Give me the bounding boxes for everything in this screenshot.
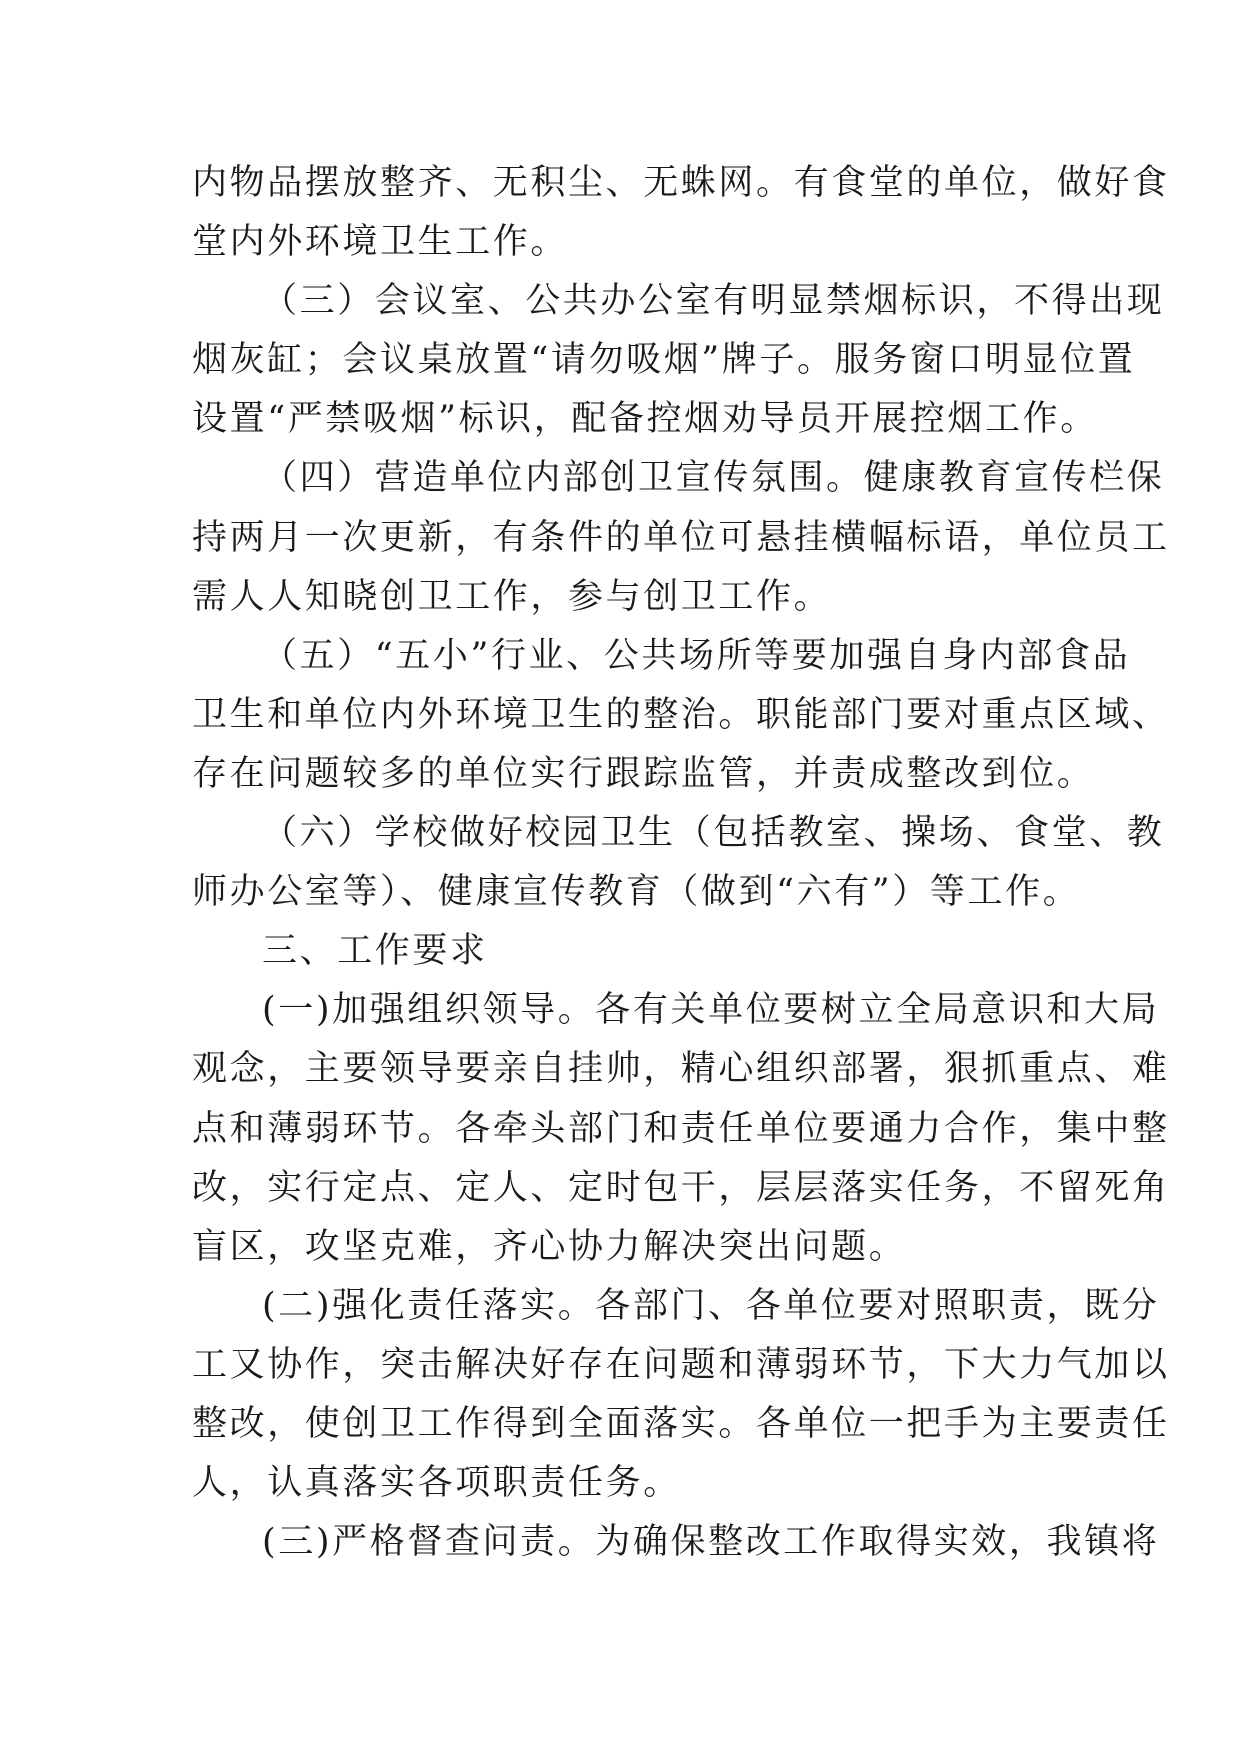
text-line: 存在问题较多的单位实行跟踪监管，并责成整改到位。 xyxy=(192,753,1095,794)
text-line: (一)加强组织领导。各有关单位要树立全局意识和大局 xyxy=(262,990,1160,1031)
text-line: 三、工作要求 xyxy=(262,931,488,972)
document-body xyxy=(192,154,1170,1572)
text-line: （四）营造单位内部创卫宣传氛围。健康教育宣传栏保 xyxy=(262,458,1165,499)
text-line: (二)强化责任落实。各部门、各单位要对照职责，既分 xyxy=(262,1285,1160,1326)
text-line: 工又协作，突击解决好存在问题和薄弱环节，下大力气加以 xyxy=(192,1344,1170,1385)
text-line: （五）“五小”行业、公共场所等要加强自身内部食品 xyxy=(262,635,1131,676)
text-line: 观念，主要领导要亲自挂帅，精心组织部署，狠抓重点、难 xyxy=(192,1049,1170,1090)
text-line: 烟灰缸；会议桌放置“请勿吸烟”牌子。服务窗口明显位置 xyxy=(192,340,1136,381)
text-line: （六）学校做好校园卫生（包括教室、操场、食堂、教 xyxy=(262,813,1165,854)
text-line: 需人人知晓创卫工作，参与创卫工作。 xyxy=(192,576,832,617)
text-line: 师办公室等）、健康宣传教育（做到“六有”）等工作。 xyxy=(192,872,1081,913)
text-line: (三)严格督查问责。为确保整改工作取得实效，我镇将 xyxy=(262,1522,1160,1563)
text-line: 盲区，攻坚克难，齐心协力解决突出问题。 xyxy=(192,1226,907,1267)
text-line: 点和薄弱环节。各牵头部门和责任单位要通力合作，集中整 xyxy=(192,1108,1170,1149)
text-line: 持两月一次更新，有条件的单位可悬挂横幅标语，单位员工 xyxy=(192,517,1170,558)
text-line: （三）会议室、公共办公室有明显禁烟标识，不得出现 xyxy=(262,281,1165,322)
text-line: 整改，使创卫工作得到全面落实。各单位一把手为主要责任 xyxy=(192,1403,1170,1444)
text-line: 人，认真落实各项职责任务。 xyxy=(192,1463,681,1504)
text-line: 内物品摆放整齐、无积尘、无蛛网。有食堂的单位，做好食 xyxy=(192,163,1170,203)
text-line: 卫生和单位内外环境卫生的整治。职能部门要对重点区域、 xyxy=(192,694,1170,735)
text-line: 设置“严禁吸烟”标识，配备控烟劝导员开展控烟工作。 xyxy=(192,399,1098,440)
text-line: 改，实行定点、定人、定时包干，层层落实任务，不留死角 xyxy=(192,1167,1170,1208)
text-line: 堂内外环境卫生工作。 xyxy=(192,222,569,263)
